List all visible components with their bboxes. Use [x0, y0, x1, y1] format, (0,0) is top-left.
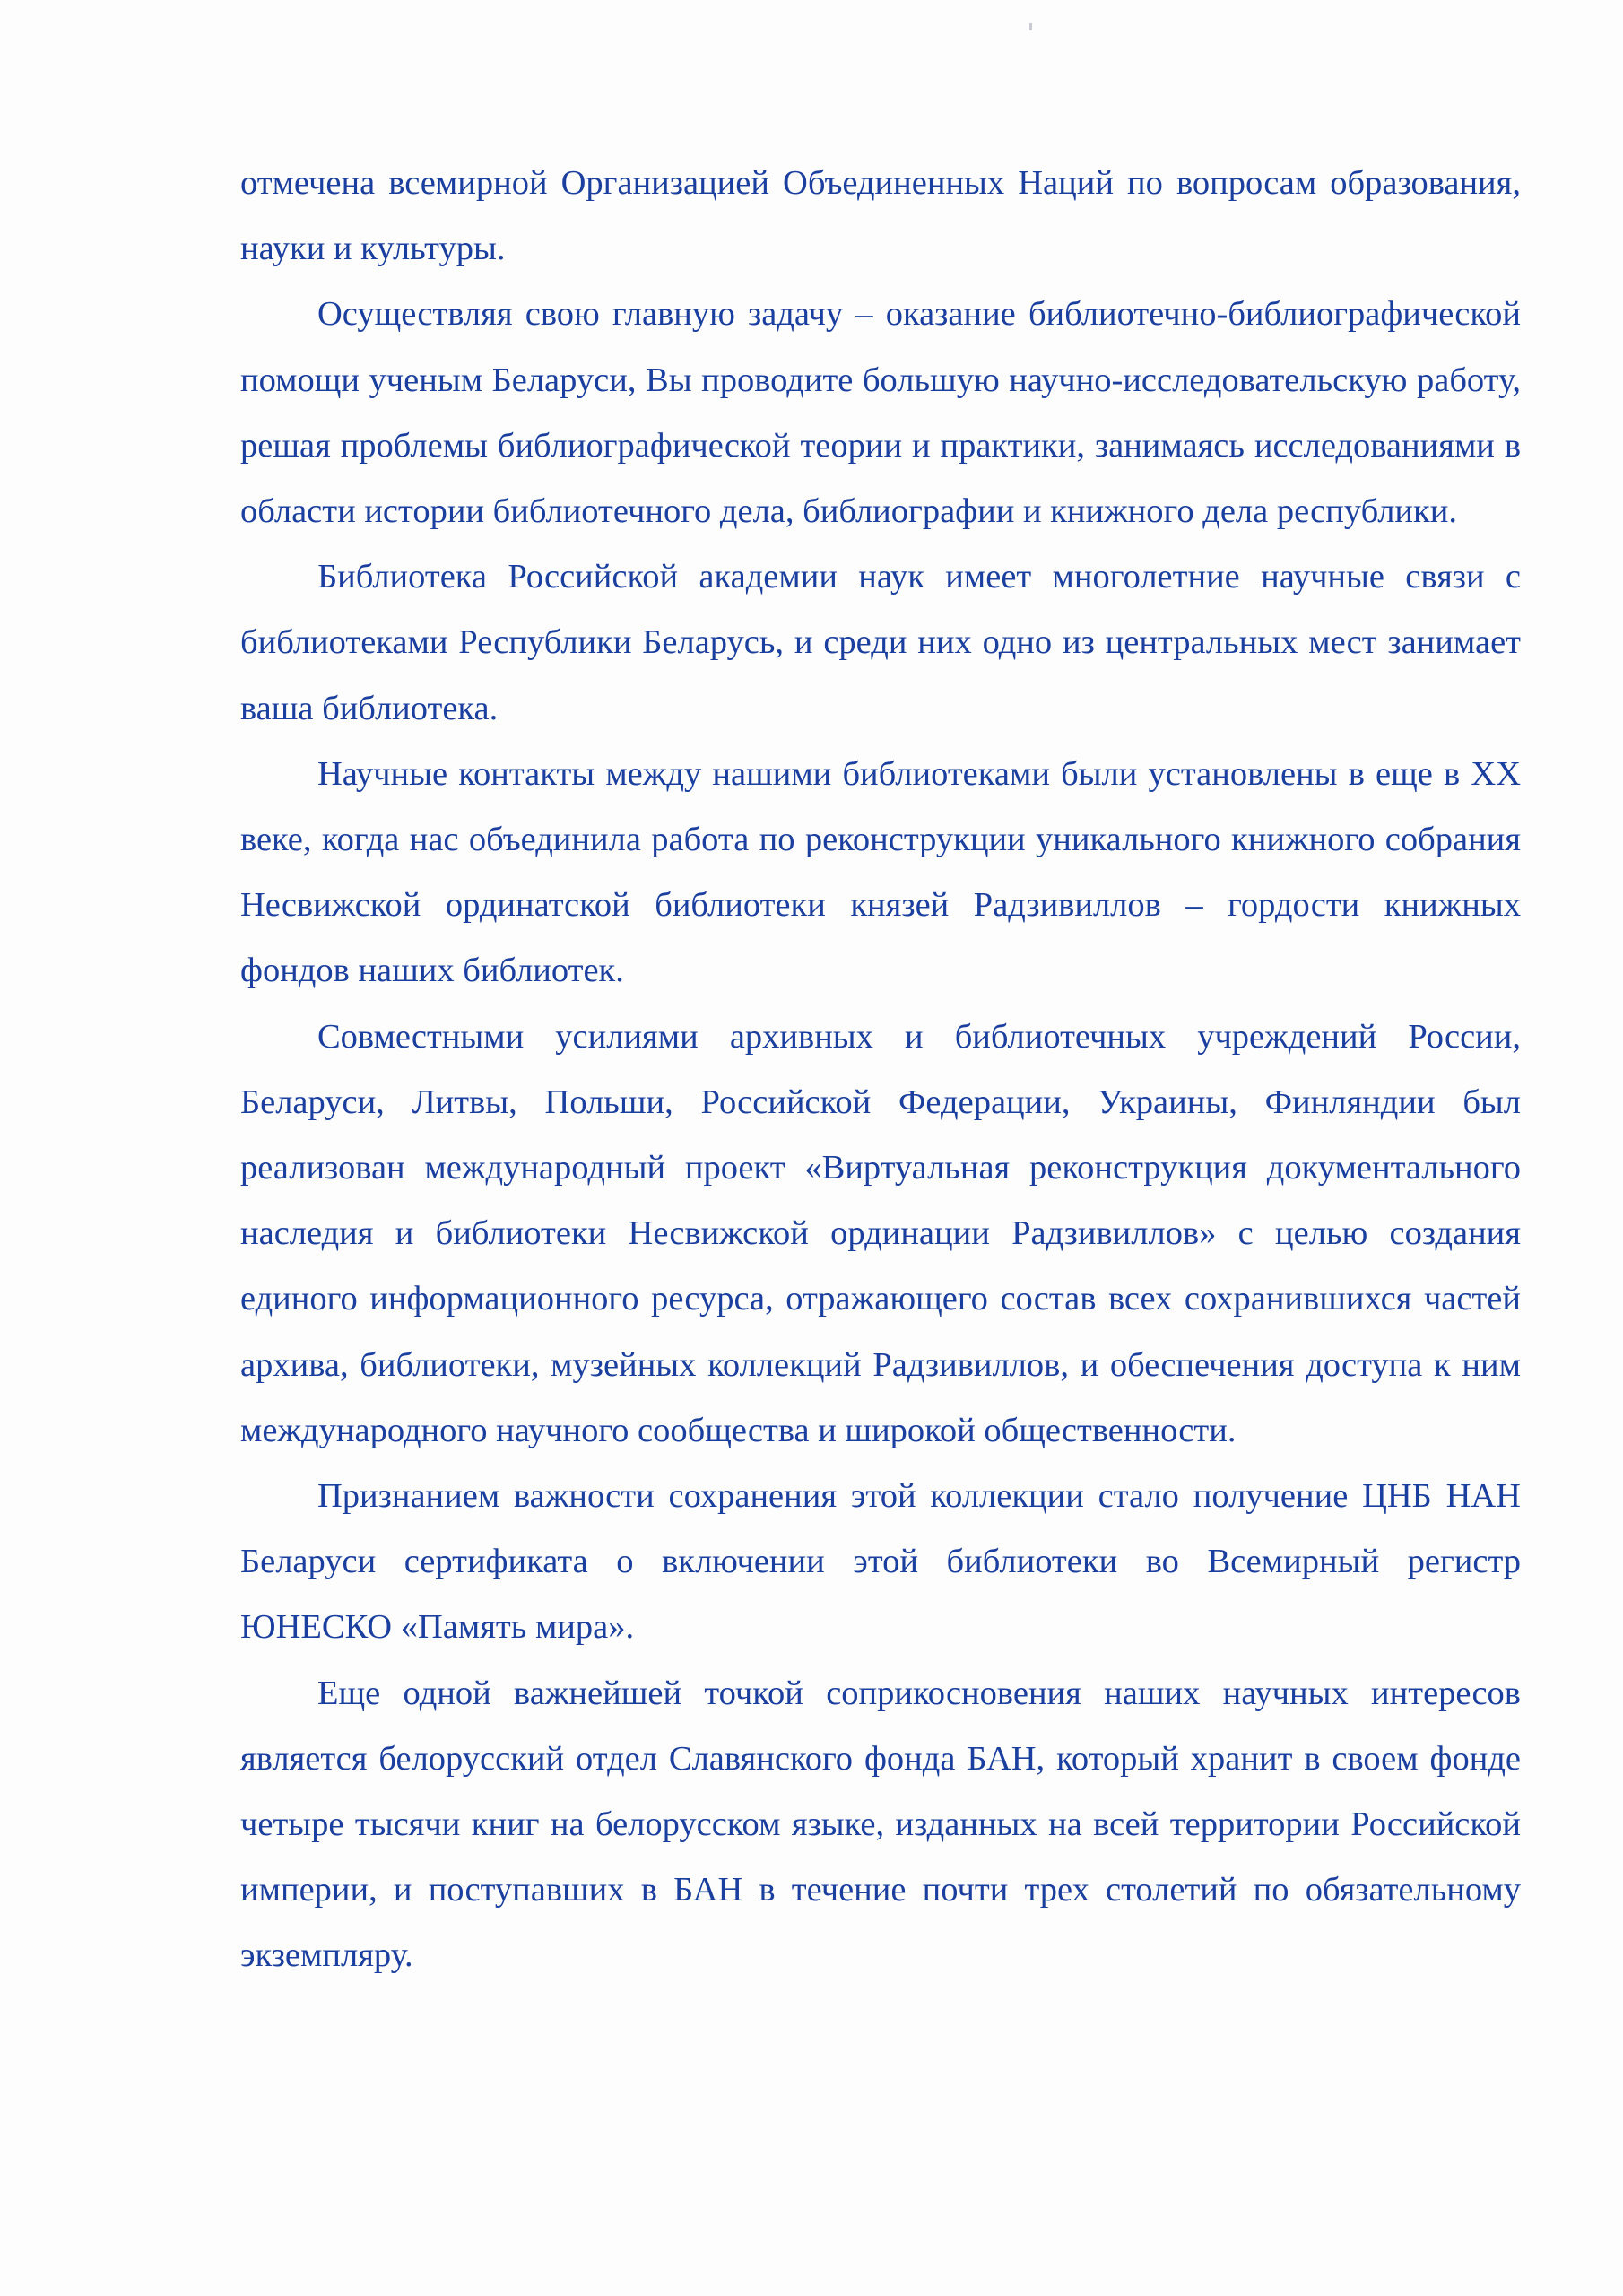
paragraph-unesco-continuation: отмечена всемирной Организацией Объединенных Наций по вопросам образования, науки и культуры.	[240, 164, 1521, 268]
document-body	[240, 151, 1521, 1989]
paragraph-unesco-register: Признанием важности сохранения этой коллекции стало получение ЦНБ НАН Беларуси сертификата о включении этой библиотеки во Всемирный регистр ЮНЕСКО «Память мира».	[240, 1477, 1521, 1647]
paragraph-main-task: Осуществляя свою главную задачу – оказание библиотечно-библиографической помощи ученым Беларуси, Вы проводите большую научно-исследовательскую работу, решая проблемы библиографической теории и практики, занимаясь исследованиями в области истории библиотечного дела, библиографии и книжного дела республики.	[240, 295, 1521, 531]
scan-artifact	[1029, 23, 1032, 30]
paragraph-joint-project: Совместными усилиями архивных и библиотечных учреждений России, Беларуси, Литвы, Польши, Российской Федерации, Украины, Финляндии был реализован международный проект «Виртуальная реконструкция документального наследия и библиотеки Несвижской ординации Радзивиллов» с целью создания единого информационного ресурса, отражающего состав всех сохранившихся частей архива, библиотеки, музейных коллекций Радзивиллов, и обеспечения доступа к ним международного научного сообщества и широкой общественности.	[240, 1017, 1521, 1449]
paragraph-ran-library-ties: Библиотека Российской академии наук имеет многолетние научные связи с библиотеками Республики Беларусь, и среди них одно из центральных мест занимает ваша библиотека.	[240, 558, 1521, 727]
paragraph-scientific-contacts: Научные контакты между нашими библиотеками были установлены в еще в XX веке, когда нас объединила работа по реконструкции уникального книжного собрания Несвижской ординатской библиотеки князей Радзивиллов – гордости книжных фондов наших библиотек.	[240, 754, 1521, 990]
paragraph-belarusian-department: Еще одной важнейшей точкой соприкосновения наших научных интересов является белорусский отдел Славянского фонда БАН, который хранит в своем фонде четыре тысячи книг на белорусском языке, изданных на всей территории Российской империи, и поступавших в БАН в течение почти трех столетий по обязательному экземпляру.	[240, 1674, 1521, 1975]
